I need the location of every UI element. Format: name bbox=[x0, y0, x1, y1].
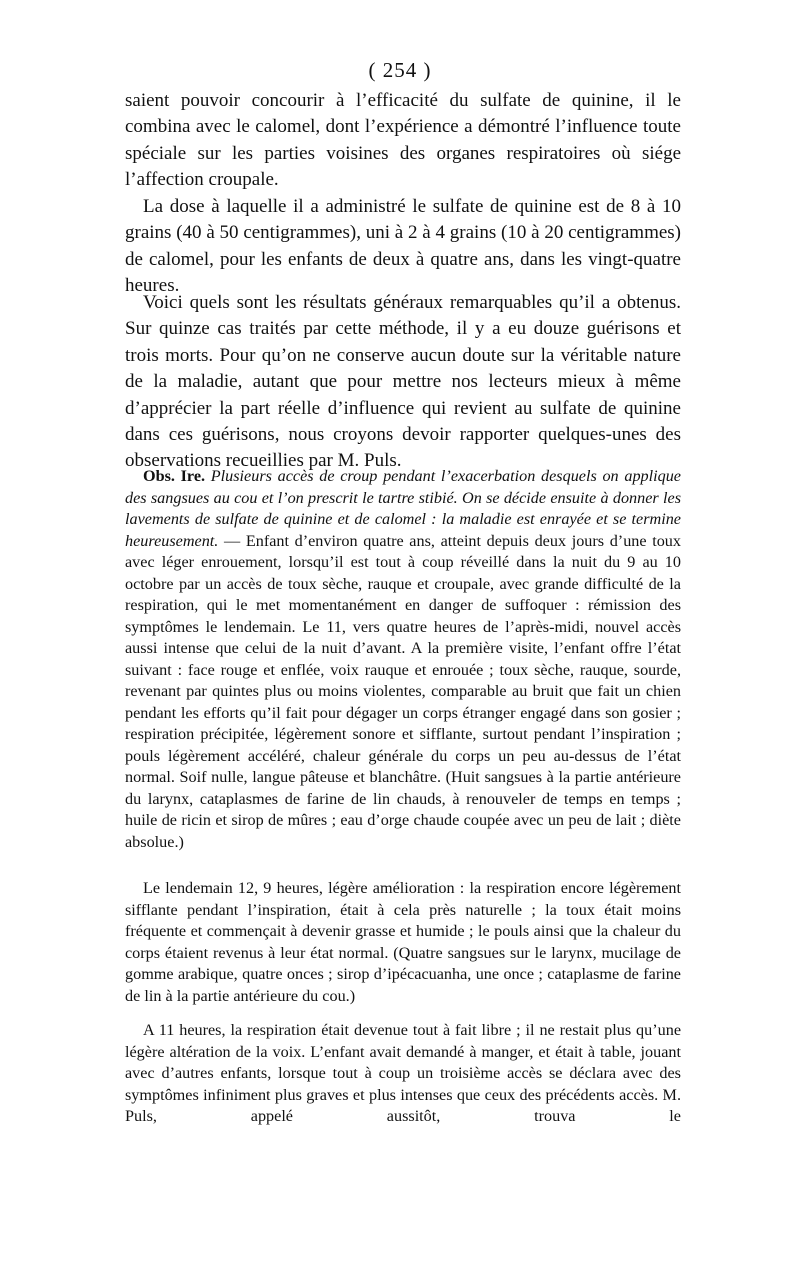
observation-label: Obs. Ire. bbox=[143, 467, 206, 485]
observation-paragraph-eleven-hours: A 11 heures, la respiration était devenue tout à fait libre ; il ne restait plus qu’une légère altération de la voix. L’enfant avait demandé à manger, et était à table, jouant avec d’autres enfants, lorsque tout à coup un troisième accès se déclara avec des symptômes infiniment plus graves et plus intenses que ceux des précédents accès. M. Puls, appelé aussitôt, trouva le bbox=[125, 1021, 681, 1125]
paragraph-results: Voici quels sont les résultats généraux remarquables qu’il a obtenus. Sur quinze cas traités par cette méthode, il y a eu douze guérisons et trois morts. Pour qu’on ne conserve aucun doute sur la véritable nature de la maladie, autant que pour mettre nos lecteurs mieux à même d’apprécier la part réelle d’influence qui revient au sulfate de quinine dans ces guérisons, nous croyons devoir rapporter quelques-unes des observations recueillies par M. Puls. bbox=[125, 292, 681, 472]
observation-text: — Enfant d’environ quatre ans, atteint depuis deux jours d’une toux avec léger enrouement, lorsqu’il est tout à coup réveillé dans la nuit du 9 au 10 octobre par un accès de toux sèche, rauque et croupale, avec grande difficulté de la respiration, qui le met momentanément en danger de suffoquer : rémission des symptômes le lendemain. Le 11, vers quatre heures de l’après-midi, nouvel accès aussi intense que celui de la nuit d’avant. A la première visite, l’enfant offre l’état suivant : face rouge et enflée, voix rauque et enrouée ; toux sèche, rauque, sourde, revenant par quintes plus ou moins violentes, comparable au bruit que fait un chien pendant les efforts qu’il fait pour dégager un corps étranger engagé dans son gosier ; respiration précipitée, légèrement sonore et sifflante, surtout pendant l’inspiration ; pouls légèrement accéléré, chaleur générale du corps un peu au-dessus de l’état normal. Soif nulle, langue pâteuse et blanchâtre. (Huit sangsues à la partie antérieure du larynx, cataplasmes de farine de lin chauds, à renouveler de temps en temps ; huile de ricin et sirop de mûres ; eau d’orge chaude coupée avec un peu de lait ; diète absolue.) bbox=[125, 531, 681, 851]
page-number: ( 254 ) bbox=[368, 58, 432, 82]
paragraph-dosage: La dose à laquelle il a administré le sulfate de quinine est de 8 à 10 grains (40 à 50 centigrammes), uni à 2 à 4 grains (10 à 20 centigrammes) de calomel, pour les enfants de deux à quatre ans, dans les vingt-quatre heures. bbox=[125, 196, 681, 297]
observation-1 bbox=[125, 466, 681, 853]
observation-paragraph-day-12: Le lendemain 12, 9 heures, légère amélioration : la respiration encore légèrement sifflante pendant l’inspiration, était à cela près naturelle ; la toux était moins fréquente et commençait à devenir grasse et humide ; le pouls ainsi que la chaleur du corps étaient revenus à leur état normal. (Quatre sangsues sur le larynx, mucilage de gomme arabique, quatre onces ; sirop d’ipécacuanha, une once ; cataplasme de farine de lin à la partie antérieure du cou.) bbox=[125, 879, 681, 1005]
observation-summary: Plusieurs accès de croup pendant l’exacerbation desquels on applique des sangsues au cou et l’on prescrit le tartre stibié. On se décide ensuite à donner les lavements de sulfate de quinine et de calomel : la maladie est enrayée et se termine heureusement. bbox=[125, 467, 681, 550]
paragraph-quinine-calomel: saient pouvoir concourir à l’efficacité du sulfate de quinine, il le combina avec le calomel, dont l’expérience a démontré l’influence toute spéciale sur les parties voisines des organes respiratoires où siége l’affection croupale. bbox=[125, 90, 681, 191]
